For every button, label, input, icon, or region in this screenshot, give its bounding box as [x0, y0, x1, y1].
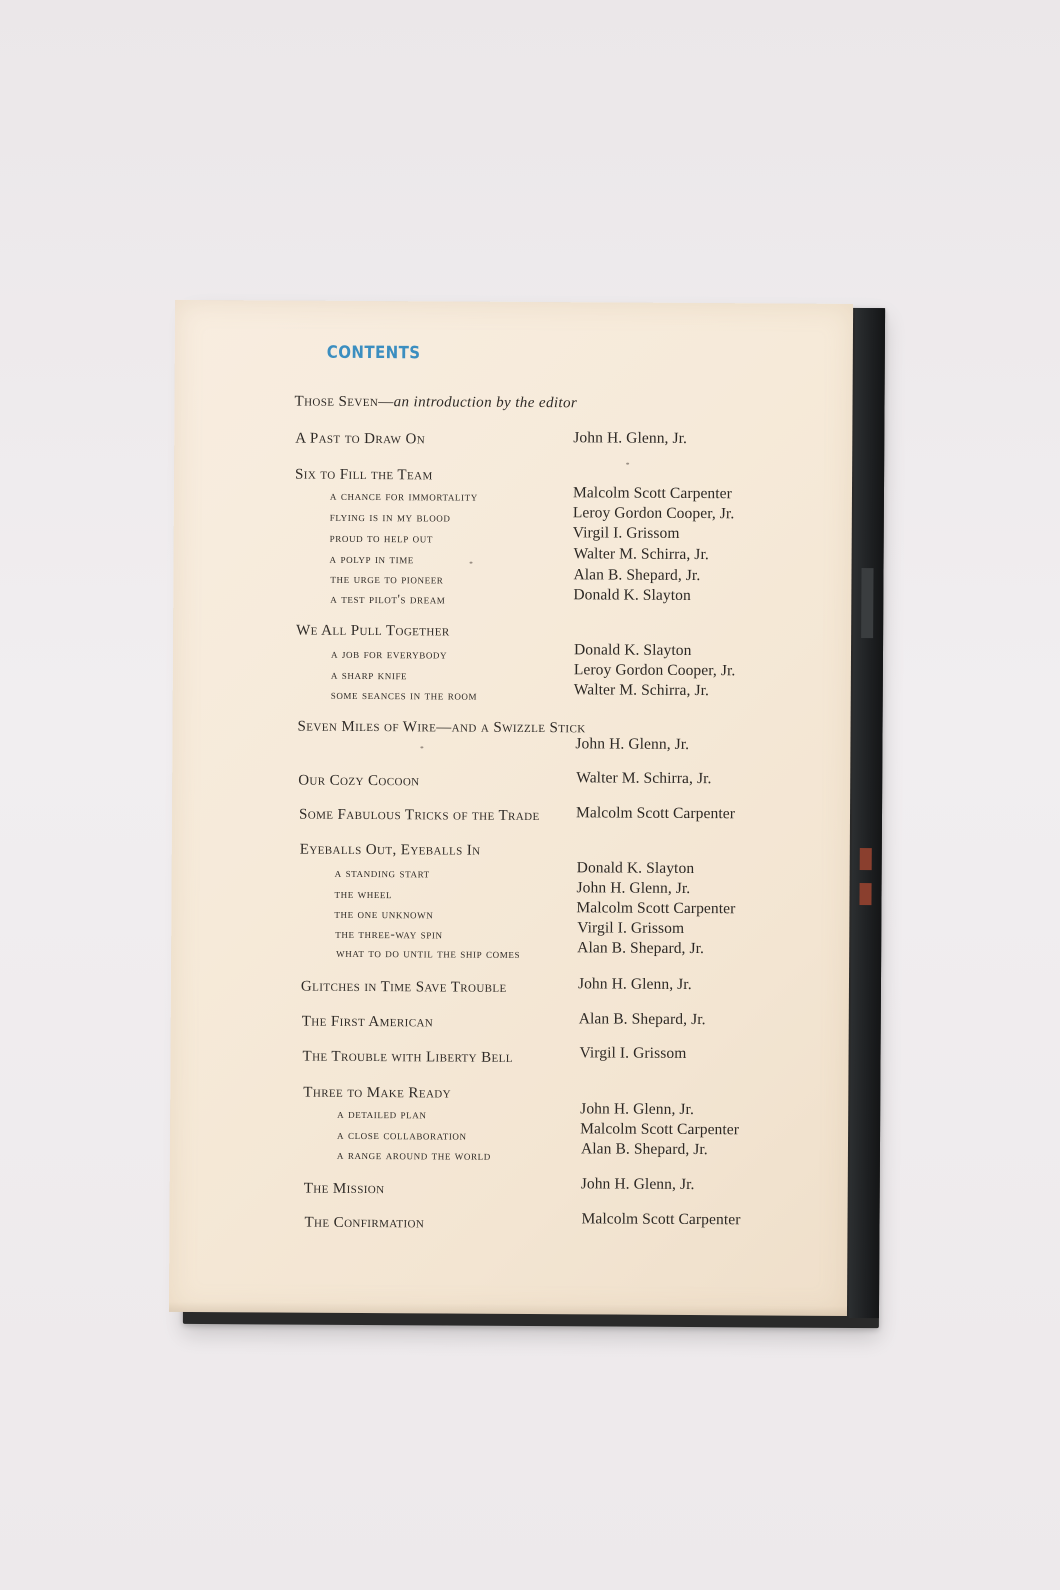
toc-subtitle: flying is in my blood: [329, 508, 451, 525]
toc-author: John H. Glenn, Jr.: [573, 429, 688, 447]
paper-speck: [626, 463, 629, 465]
toc-author: Walter M. Schirra, Jr.: [576, 769, 712, 788]
toc-author: Malcolm Scott Carpenter: [575, 804, 736, 823]
toc-author: Virgil I. Grissom: [572, 524, 680, 542]
jacket-mark: [861, 568, 873, 638]
toc-subtitle: the wheel: [334, 885, 393, 902]
toc-title: Glitches in Time Save Trouble: [300, 978, 507, 996]
toc-author: John H. Glenn, Jr.: [575, 735, 690, 753]
toc-author: Donald K. Slayton: [573, 586, 691, 604]
toc-author: John H. Glenn, Jr.: [580, 1175, 695, 1194]
toc-author: Malcolm Scott Carpenter: [580, 1120, 740, 1139]
book: [169, 300, 887, 1332]
paper-speck: [470, 562, 473, 564]
toc-author: John H. Glenn, Jr.: [577, 975, 692, 994]
toc-title: The Trouble with Liberty Bell: [302, 1048, 513, 1066]
toc-author: Malcolm Scott Carpenter: [581, 1210, 741, 1229]
toc-title: Our Cozy Cocoon: [298, 772, 420, 790]
toc-title: We All Pull Together: [296, 622, 450, 640]
toc-title: Three to Make Ready: [303, 1084, 452, 1102]
toc-subtitle: a chance for immortality: [329, 487, 478, 504]
toc-author: Donald K. Slayton: [573, 641, 692, 659]
toc-subtitle: proud to help out: [329, 529, 434, 546]
toc-subtitle: what to do until the ship comes: [336, 944, 521, 961]
toc-author: John H. Glenn, Jr.: [580, 1100, 695, 1119]
toc-subtitle: a detailed plan: [337, 1105, 427, 1122]
toc-author: Alan B. Shepard, Jr.: [578, 1010, 706, 1029]
toc-author: Alan B. Shepard, Jr.: [577, 939, 705, 958]
toc-title: A Past to Draw On: [295, 430, 426, 448]
contents-page: [169, 300, 853, 1316]
toc-author: Leroy Gordon Cooper, Jr.: [572, 504, 735, 523]
toc-subtitle: the one unknown: [334, 905, 434, 922]
toc-title: Seven Miles of Wire—and a Swizzle Stick: [297, 718, 586, 737]
toc-author: Donald K. Slayton: [576, 859, 695, 878]
jacket-mark: [860, 848, 872, 870]
toc-subtitle: a job for everybody: [330, 645, 448, 662]
contents-heading: CONTENTS: [326, 342, 421, 364]
toc-author: Virgil I. Grissom: [577, 919, 685, 937]
toc-title: The Mission: [303, 1180, 385, 1198]
toc-title: Six to Fill the Team: [295, 466, 433, 484]
paper-speck: [420, 746, 423, 748]
toc-author: Walter M. Schirra, Jr.: [573, 681, 710, 700]
toc-author: John H. Glenn, Jr.: [576, 879, 691, 897]
toc-author: Alan B. Shepard, Jr.: [573, 566, 701, 585]
toc-subtitle: a test pilot's dream: [330, 590, 446, 607]
toc-intro: [294, 394, 577, 413]
toc-intro-title: Those Seven—: [294, 393, 394, 411]
toc-title: The First American: [301, 1013, 434, 1031]
toc-subtitle: the urge to pioneer: [330, 570, 444, 587]
toc-subtitle: a standing start: [334, 864, 430, 881]
dust-jacket-edge: [849, 308, 885, 1318]
toc-subtitle: a close collaboration: [337, 1126, 467, 1143]
toc-intro-subtitle: an introduction by the editor: [393, 394, 578, 412]
toc-subtitle: a polyp in time: [329, 550, 414, 567]
toc-subtitle: some seances in the room: [330, 686, 478, 703]
toc-subtitle: a range around the world: [336, 1146, 491, 1163]
toc-title: Eyeballs Out, Eyeballs In: [299, 841, 481, 859]
toc-author: Alan B. Shepard, Jr.: [580, 1140, 708, 1159]
toc-author: Malcolm Scott Carpenter: [572, 484, 733, 503]
table-of-contents: [169, 300, 853, 1316]
toc-author: Virgil I. Grissom: [579, 1044, 687, 1062]
toc-author: Leroy Gordon Cooper, Jr.: [573, 661, 736, 680]
toc-subtitle: the three-way spin: [335, 925, 443, 942]
toc-author: Walter M. Schirra, Jr.: [573, 545, 709, 564]
jacket-mark: [859, 883, 871, 905]
toc-subtitle: a sharp knife: [330, 666, 408, 683]
toc-title: Some Fabulous Tricks of the Trade: [298, 806, 540, 825]
toc-author: Malcolm Scott Carpenter: [576, 899, 736, 918]
toc-title: The Confirmation: [304, 1214, 425, 1232]
